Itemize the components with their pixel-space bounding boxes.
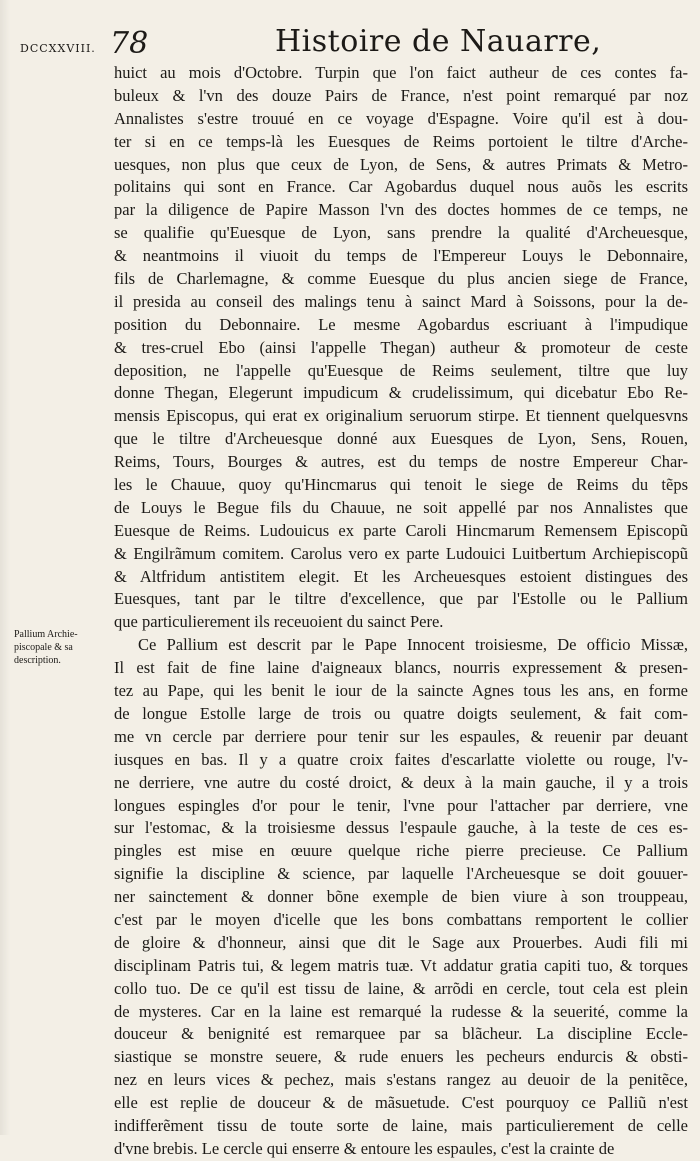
text-line: Euesques, tant par le tiltre d'excellence, que par l'Estolle ou le Pallium <box>114 589 688 609</box>
text-line: Euesque de Reims. Ludouicus ex parte Caroli Hincmarum Remensem Episcopũ <box>114 520 688 540</box>
text-line: Reims, Tours, Bourges & autres, est du temps de nostre Empereur Char- <box>114 452 688 472</box>
text-line: & tres-cruel Ebo (ainsi l'appelle Thegan) autheur & promoteur de ceste <box>114 337 688 357</box>
gutter-shadow <box>0 0 10 1135</box>
text-line: de gloire & d'honneur, ainsi que dit le Sage aux Prouerbes. Audi fili mi <box>114 932 688 952</box>
text-line: huict au mois d'Octobre. Turpin que l'on faict autheur de ces contes fa- <box>114 63 688 82</box>
text-line: c'est par le moyen d'icelle que les bons combattans remportent le collier <box>114 909 688 929</box>
text-line: Annalistes s'estre trouué en ce voyage d'Espagne. Voire qu'il est à dou- <box>114 108 688 128</box>
text-line: par la diligence de Papire Masson l'vn des doctes hommes de ce temps, ne <box>114 200 688 220</box>
text-line: de Louys le Begue fils du Chauue, ne soit appellé par nos Annalistes que <box>114 497 688 517</box>
text-line: de mysteres. Car en la laine est remarqué la rudesse & la seuerité, comme la <box>114 1001 688 1021</box>
text-line: nez en leurs vices & pechez, mais s'estans rangez au deuoir de la penitẽce, <box>114 1070 688 1090</box>
text-line: signifie la discipline & science, par laquelle l'Archeuesque se doit gouuer- <box>114 864 688 884</box>
text-line: les le Chauue, quoy qu'Hincmarus qui tenoit le siege de Reims du tẽps <box>114 475 688 495</box>
text-line: mensis Episcopus, qui erat ex originalium seruorum stirpe. Et tiennent quelquesvns <box>114 406 688 426</box>
text-line: longues espingles d'or pour le tenir, l'vne pour l'attacher par derriere, vne <box>114 795 688 815</box>
text-line: ner sainctement & donner bõne exemple de bien viure à son trouppeau, <box>114 887 688 907</box>
text-line: il presida au conseil des malings tenu à sainct Mard à Soissons, pour la de- <box>114 291 688 311</box>
text-line: sur l'estomac, & la troisiesme dessus l'espaule gauche, à la teste de ces es- <box>114 818 688 838</box>
text-line: & Engilrãmum comitem. Carolus vero ex parte Ludouici Luitbertum Archiepiscopũ <box>114 543 688 563</box>
text-line: se qualifie qu'Euesque de Lyon, sans prendre la qualité d'Archeuesque, <box>114 223 688 243</box>
text-line: collo tuo. De ce qu'il est tissu de laine, & arrõdi en cercle, tout cela est plein <box>114 978 688 998</box>
text-line: de longue Estolle large de trois ou quatre doigts seulement, & fait com- <box>114 703 688 723</box>
text-line: politains qui sont en France. Car Agobardus duquel nous auõs les escrits <box>114 177 688 197</box>
margin-note: Pallium Archie-piscopale & sa description. <box>14 629 78 666</box>
text-line: position du Debonnaire. Le mesme Agobardus escriuant à l'impudique <box>114 314 688 334</box>
text-line: tez au Pape, qui les benit le iour de la saincte Agnes tous les ans, en forme <box>114 681 688 701</box>
text-line: iusques en bas. Il y a quatre croix faites d'escarlatte violette ou rouge, l'v- <box>114 749 688 769</box>
page-number: 78 <box>110 26 149 61</box>
text-line: donne Thegan, Elegerunt impudicum & crudelissimum, qui dicebatur Ebo Re- <box>114 383 688 403</box>
text-line: disciplinam Patris tui, & legem matris tuæ. Vt addatur gratia capiti tuo, & torques <box>114 955 688 975</box>
text-line: buleux & l'vn des douze Pairs de France, n'est point remarqué par noz <box>114 85 688 105</box>
text-line: me vn cercle par derriere pour tenir sur les espaules, & reuenir par deuant <box>114 726 688 746</box>
text-line: uesques, non plus que ceux de Lyon, de Sens, & autres Primats & Metro- <box>114 154 688 174</box>
text-line: pingles est mise en œuure quelque riche pierre precieuse. Ce Pallium <box>114 841 688 861</box>
running-head: Histoire de Nauarre, <box>275 24 602 59</box>
text-line: Ce Pallium est descrit par le Pape Innocent troisiesme, De officio Missæ, <box>138 635 688 655</box>
text-line: & neantmoins il viuoit du temps de l'Empereur Louys le Debonnaire, <box>114 246 688 266</box>
text-line: fils de Charlemagne, & comme Euesque du plus ancien siege de France, <box>114 269 688 289</box>
text-line: ter si en ce temps-là les Euesques de Reims portoient le tiltre d'Arche- <box>114 131 688 151</box>
text-line: indifferẽment tissu de toute sorte de laine, mais particulierement de celle <box>114 1115 688 1135</box>
text-line: & Altfridum antistitem elegit. Et les Archeuesques estoient distingues des <box>114 566 688 586</box>
text-line: ne derriere, vne autre du costé droict, & deux à la main gauche, il y a trois <box>114 772 688 792</box>
text-line: deposition, ne l'appelle qu'Euesque de Reims seulement, tiltre que luy <box>114 360 688 380</box>
text-line: Il est fait de fine laine d'aigneaux blancs, nourris expressement & presen- <box>114 658 688 678</box>
text-line: que particulierement ils receuoient du sainct Pere. <box>114 612 444 632</box>
text-line: elle est replie de douceur & de mãsuetude. C'est pourquoy ce Palliũ n'est <box>114 1093 688 1113</box>
text-line: d'vne brebis. Le cercle qui enserre & entoure les espaules, c'est la crainte de <box>114 1138 615 1158</box>
text-line: douceur & benignité est remarquee par sa blãcheur. La discipline Eccle- <box>114 1024 688 1044</box>
text-line: que le tiltre d'Archeuesque donné aux Euesques de Lyon, Sens, Rouen, <box>114 429 688 449</box>
folio-number: DCCXXVIII. <box>20 42 96 55</box>
body-text <box>114 62 688 1161</box>
text-line: siastique se monstre seuere, & rude enuers les pecheurs endurcis & obsti- <box>114 1047 688 1067</box>
